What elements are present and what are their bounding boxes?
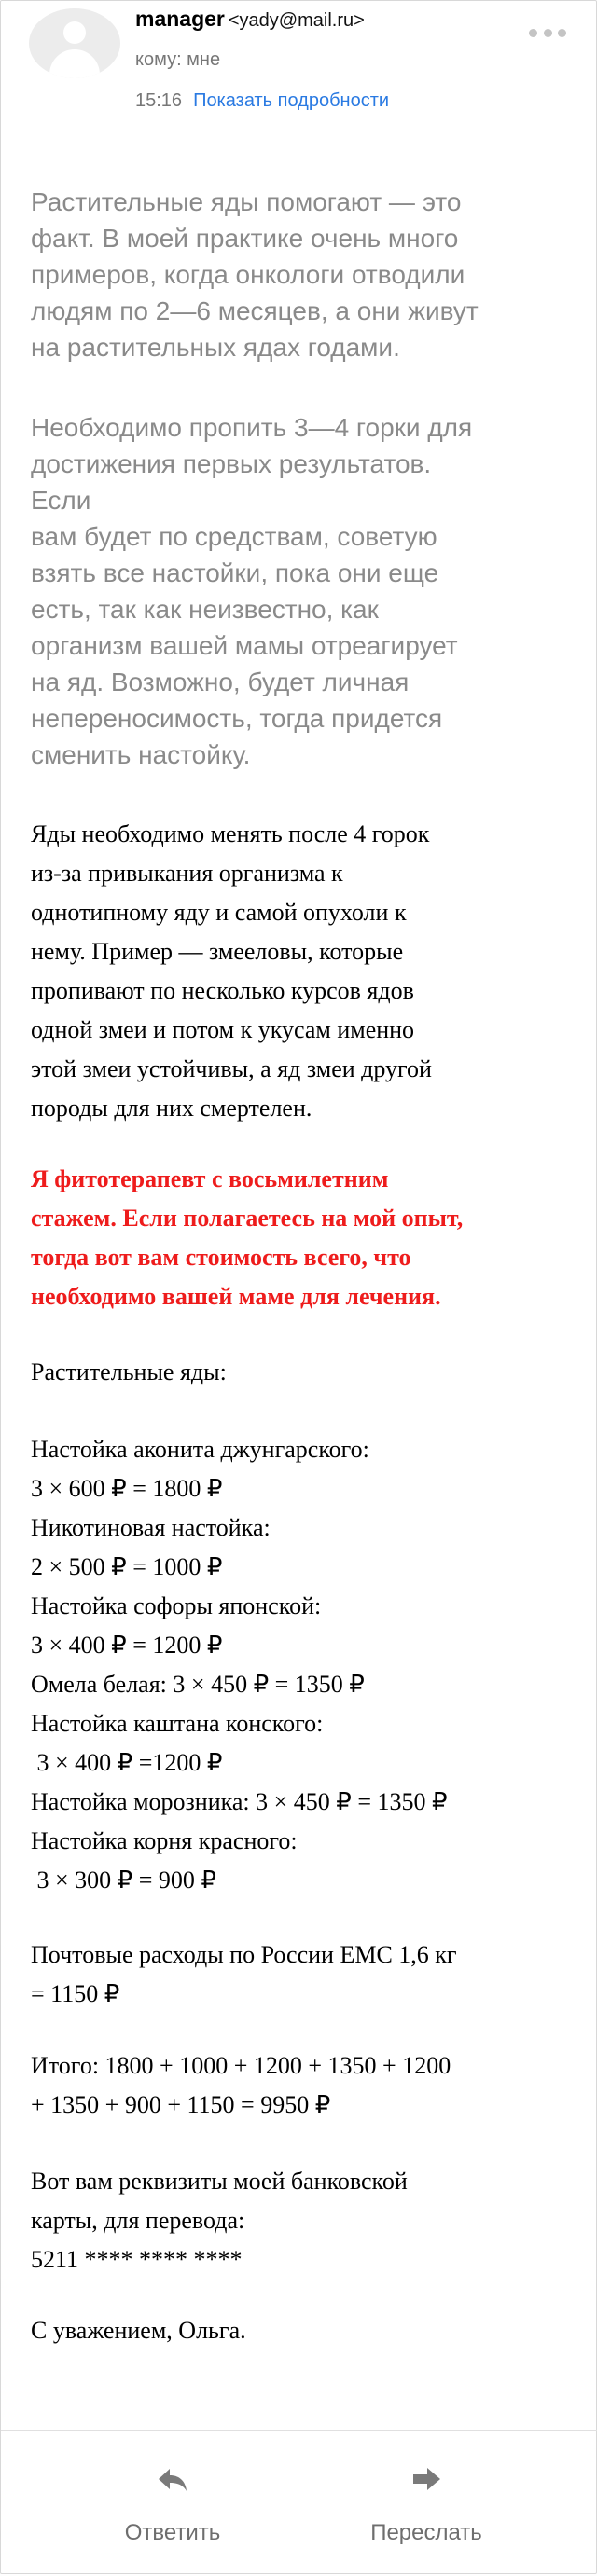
paragraph-2 [31, 409, 572, 773]
text-line: стажем. Если полагаетесь на мой опыт, [31, 1205, 464, 1232]
text-line: одной змеи и потом к укусам именно [31, 1016, 415, 1043]
text-line: Яды необходимо менять после 4 горок [31, 820, 430, 847]
more-options-icon[interactable] [529, 27, 566, 38]
text-line: породы для них смертелен. [31, 1095, 312, 1122]
price-line: 3 × 300 ₽ = 900 ₽ [31, 1867, 216, 1894]
text-line: пропивают по несколько курсов ядов [31, 977, 414, 1004]
price-line: Настойка морозника: 3 × 450 ₽ = 1350 ₽ [31, 1788, 448, 1815]
reply-button[interactable] [79, 2431, 266, 2570]
text-line: людям по 2—6 месяцев, а они живут [31, 296, 479, 325]
text-line: на растительных ядах годами. [31, 333, 400, 362]
text-line: Я фитотерапевт с восьмилетним [31, 1165, 389, 1192]
card-number: 5211 **** **** **** [31, 2246, 243, 2273]
paragraph-3 [31, 815, 572, 1128]
avatar-head-shape [63, 21, 86, 44]
recipient: кому: мне [135, 49, 221, 70]
text-line: из-за привыкания организма к [31, 860, 343, 887]
forward-icon [410, 2466, 442, 2494]
text-line: Если [31, 486, 91, 515]
text-line: = 1150 ₽ [31, 1980, 120, 2007]
text-line: С уважением, Ольга. [31, 2317, 246, 2344]
email-header [1, 1, 597, 141]
email-actions-bar [1, 2430, 597, 2576]
avatar[interactable] [29, 8, 120, 78]
text-line: Итого: 1800 + 1000 + 1200 + 1350 + 1200 [31, 2052, 451, 2079]
price-line: Настойка корня красного: [31, 1827, 298, 1854]
text-line: Растительные яды: [31, 1358, 227, 1385]
price-line: Настойка софоры японской: [31, 1592, 322, 1619]
paragraph-1 [31, 184, 572, 365]
sender-email: <yady@mail.ru> [228, 10, 365, 31]
price-line: 3 × 600 ₽ = 1800 ₽ [31, 1475, 223, 1502]
poisons-heading [31, 1353, 572, 1392]
time-row [135, 90, 389, 112]
text-line: Растительные яды помогают — это [31, 187, 462, 216]
bank-details [31, 2162, 572, 2280]
text-line: на яд. Возможно, будет личная [31, 668, 410, 696]
text-line: факт. В моей практике очень много [31, 224, 459, 253]
price-line: Омела белая: 3 × 450 ₽ = 1350 ₽ [31, 1671, 365, 1698]
forward-label: Переслать [370, 2520, 482, 2545]
more-dot [558, 29, 566, 37]
text-line: Почтовые расходы по России ЕМС 1,6 кг [31, 1941, 457, 1968]
postage-costs [31, 1935, 572, 2014]
price-list [31, 1430, 572, 1900]
price-line: 2 × 500 ₽ = 1000 ₽ [31, 1553, 223, 1580]
price-line: Настойка каштана конского: [31, 1710, 324, 1737]
sender-name: manager [135, 7, 225, 31]
text-line: Необходимо пропить 3—4 горки для [31, 413, 473, 442]
total-sum [31, 2046, 572, 2125]
text-line: достижения первых результатов. [31, 449, 432, 478]
text-line: есть, так как неизвестно, как [31, 595, 379, 624]
text-line: однотипному яду и самой опухоли к [31, 899, 407, 926]
text-line: карты, для перевода: [31, 2207, 245, 2234]
text-line: необходимо вашей маме для лечения. [31, 1283, 441, 1310]
paragraph-red-highlight [31, 1160, 572, 1316]
more-dot [544, 29, 552, 37]
price-line: 3 × 400 ₽ = 1200 ₽ [31, 1632, 223, 1659]
show-details-link[interactable]: Показать подробности [193, 90, 390, 111]
text-line: непереносимость, тогда придется [31, 704, 443, 733]
forward-button[interactable] [333, 2431, 520, 2570]
text-line: + 1350 + 900 + 1150 = 9950 ₽ [31, 2091, 331, 2118]
price-line: Настойка аконита джунгарского: [31, 1436, 369, 1463]
text-line: Вот вам реквизиты моей банковской [31, 2168, 408, 2195]
avatar-body-shape [49, 49, 100, 78]
email-time: 15:16 [135, 90, 183, 111]
reply-icon [157, 2466, 188, 2494]
text-line: нему. Пример — змееловы, которые [31, 938, 404, 965]
price-line: Никотиновая настойка: [31, 1514, 271, 1541]
price-line: 3 × 400 ₽ =1200 ₽ [31, 1749, 223, 1776]
text-line: вам будет по средствам, советую [31, 522, 437, 551]
text-line: примеров, когда онкологи отводили [31, 260, 465, 289]
sender[interactable] [135, 7, 365, 32]
text-line: этой змеи устойчивы, а яд змеи другой [31, 1055, 432, 1082]
text-line: организм вашей мамы отреагирует [31, 631, 458, 660]
text-line: тогда вот вам стоимость всего, что [31, 1244, 411, 1271]
signature [31, 2311, 572, 2350]
text-line: сменить настойку. [31, 740, 251, 769]
more-dot [529, 29, 537, 37]
text-line: взять все настойки, пока они еще [31, 558, 439, 587]
reply-label: Ответить [124, 2520, 221, 2545]
